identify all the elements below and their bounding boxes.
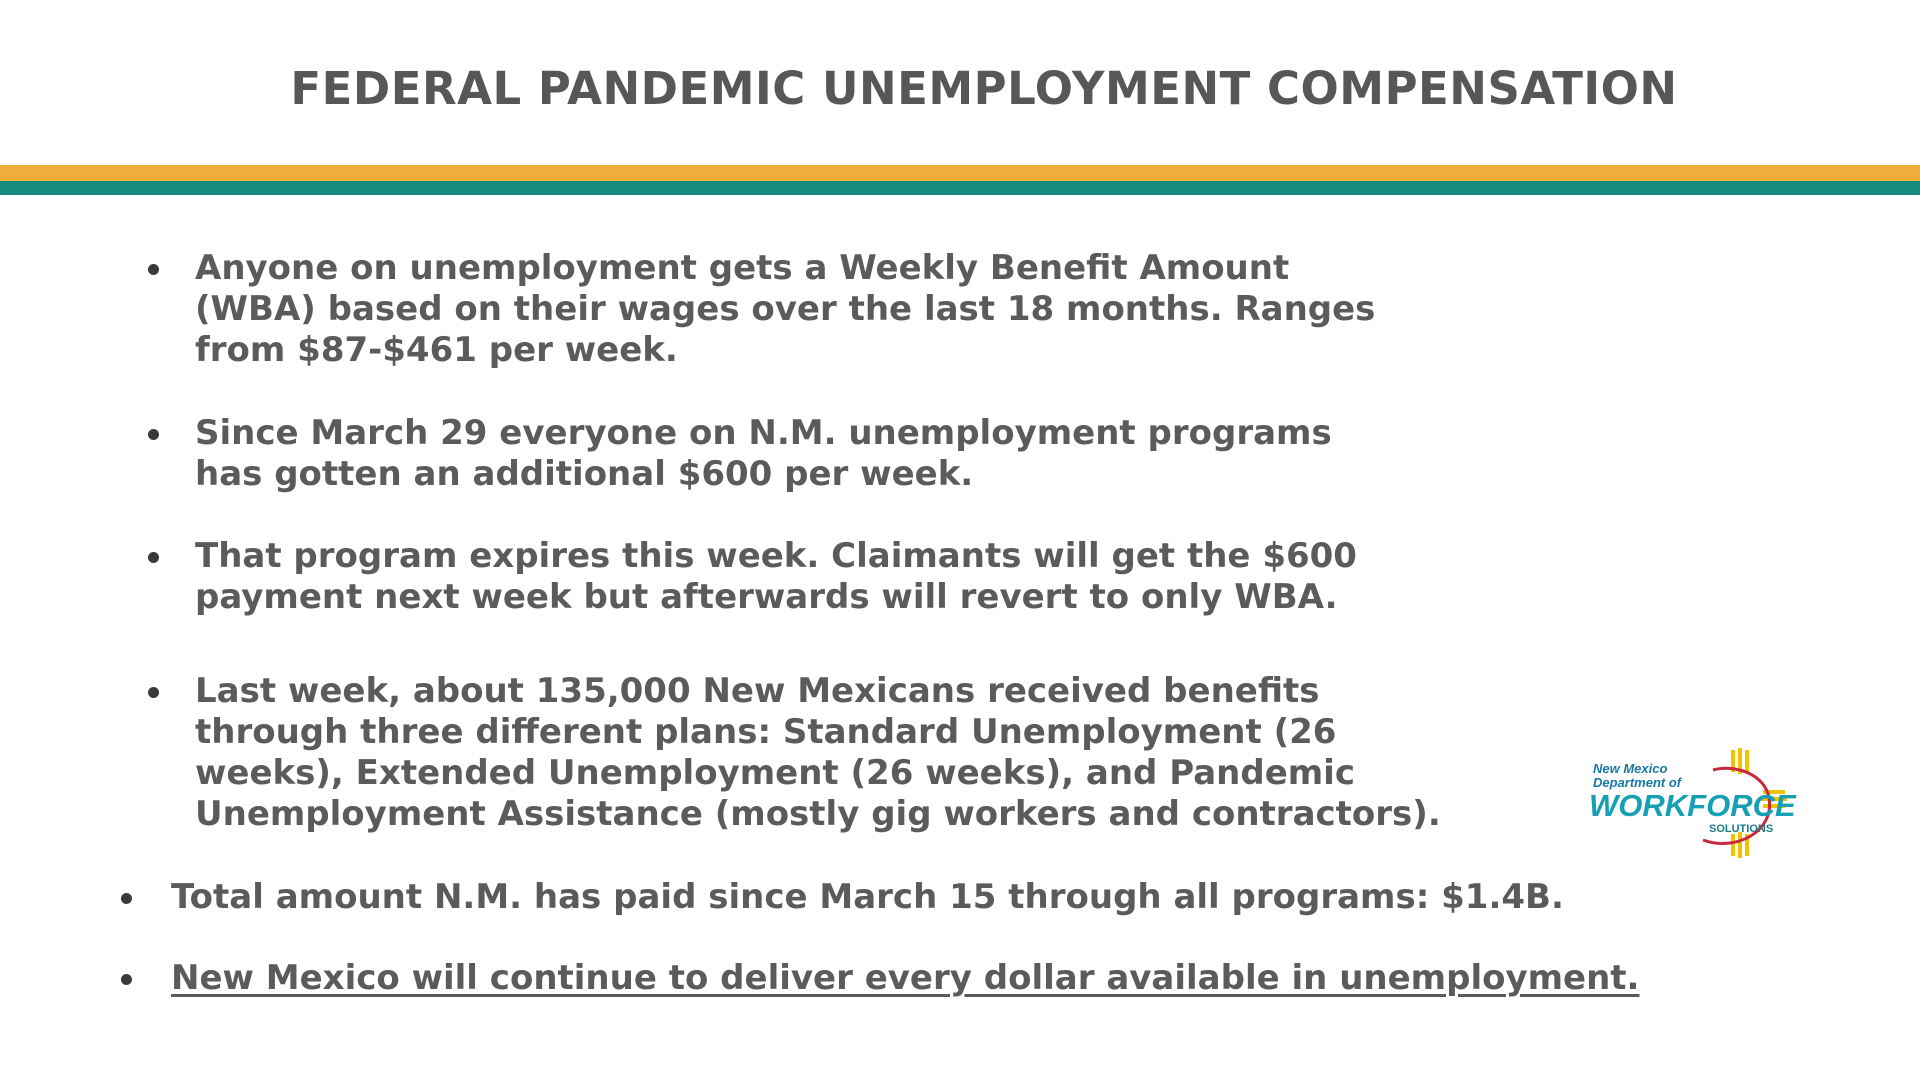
bullet-line: (WBA) based on their wages over the last 18 months. Ranges [195,289,1376,329]
bullet-dot [121,893,132,904]
bullet-item-weekly-benefit [195,248,1375,371]
bullet-item-total-paid [171,877,1564,918]
bullet-dot [148,429,159,440]
bullet-line: That program expires this week. Claimants will get the $600 [195,536,1357,576]
bullet-line: from $87-$461 per week. [195,330,678,370]
bullet-line: Unemployment Assistance (mostly gig workers and contractors). [195,794,1441,834]
bullet-line: weeks), Extended Unemployment (26 weeks), and Pandemic [195,753,1355,793]
bullet-dot [121,974,132,985]
logo-line-3: WORKFORCE [1589,788,1796,823]
bullet-item-continue-deliver [171,958,1639,999]
header-stripe-gold [0,165,1920,181]
bullet-line: payment next week but afterwards will revert to only WBA. [195,577,1338,617]
page-title: FEDERAL PANDEMIC UNEMPLOYMENT COMPENSATION [290,62,1678,115]
bullet-item-additional-600 [195,413,1332,495]
bullet-item-last-week [195,671,1441,835]
bullet-line: Last week, about 135,000 New Mexicans received benefits [195,671,1320,711]
bullet-line: New Mexico will continue to deliver every dollar available in unemployment. [171,958,1640,998]
bullet-item-program-expires [195,536,1357,618]
bullet-dot [148,552,159,563]
logo-line-2: Department of [1593,775,1682,790]
workforce-solutions-logo [1585,748,1805,858]
logo-line-4: SOLUTIONS [1709,823,1774,835]
logo-line-1: New Mexico [1593,761,1668,776]
bullet-line: through three different plans: Standard Unemployment (26 [195,712,1337,752]
bullet-line: Since March 29 everyone on N.M. unemployment programs [195,413,1332,453]
bullet-line: has gotten an additional $600 per week. [195,454,974,494]
bullet-line: Total amount N.M. has paid since March 15 through all programs: $1.4B. [171,877,1564,917]
bullet-dot [148,687,159,698]
bullet-line: Anyone on unemployment gets a Weekly Benefit Amount [195,248,1290,288]
header-stripe-teal [0,181,1920,195]
bullet-dot [148,264,159,275]
